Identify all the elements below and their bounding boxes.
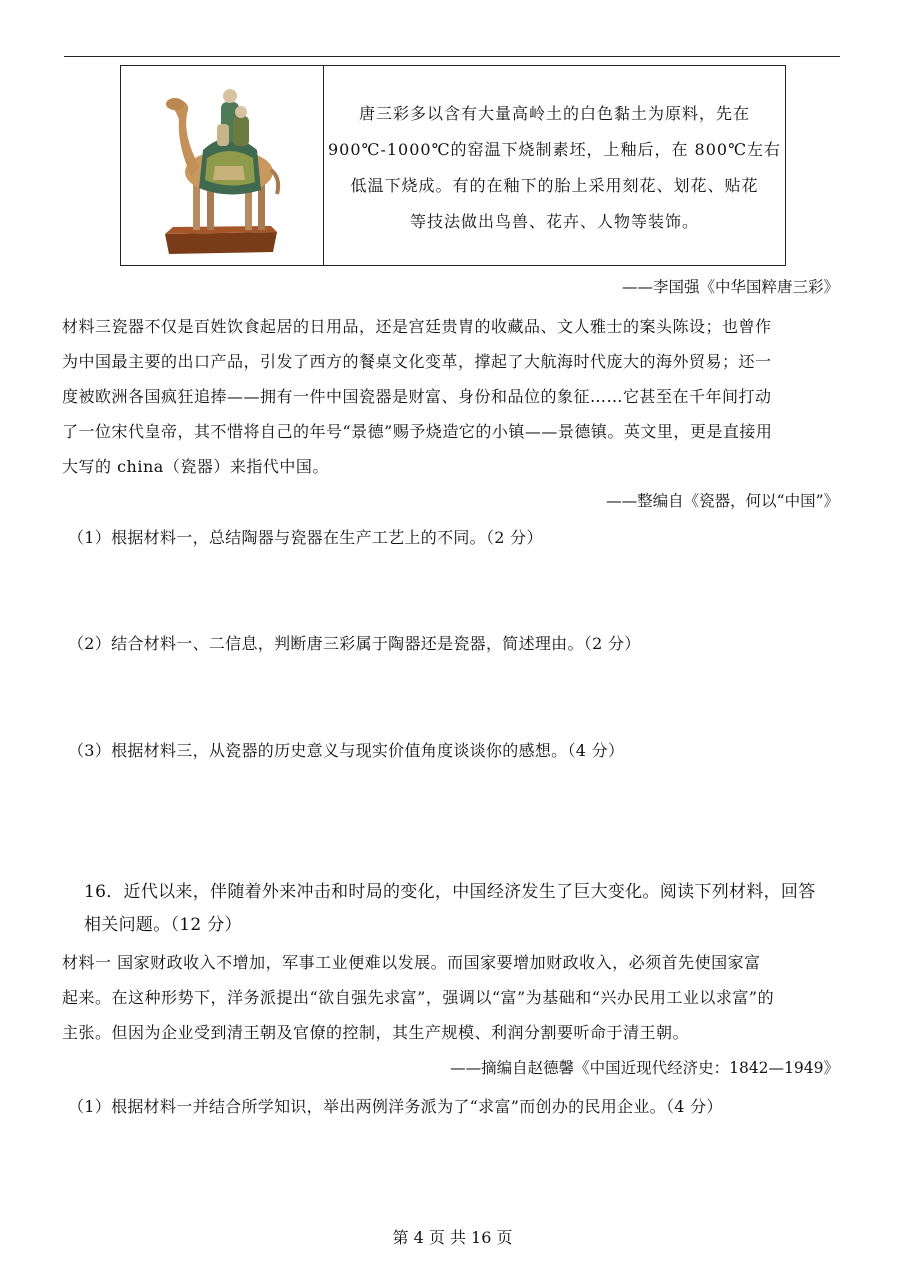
material-1-paragraph <box>62 945 840 1050</box>
stem-line: 16．近代以来，伴随着外来冲击和时局的变化，中国经济发生了巨大变化。阅读下列材料，回答 <box>84 882 816 902</box>
figure-image-cell <box>121 66 324 265</box>
figure-caption <box>328 96 781 240</box>
stem-line: 相关问题。（12 分） <box>84 915 242 935</box>
caption-line: 唐三彩多以含有大量高岭土的白色黏土为原料，先在 <box>358 104 750 123</box>
paragraph-line: 度被欧洲各国疯狂追捧——拥有一件中国瓷器是财富、身份和品位的象征……它甚至在千年间打动 <box>62 387 772 406</box>
question-16-stem <box>84 876 840 942</box>
paragraph-line: 大写的 china（瓷器）来指代中国。 <box>62 457 329 476</box>
source-citation-2: ——整编自《瓷器，何以“中国”》 <box>606 492 839 510</box>
paragraph-line: 主张。但因为企业受到清王朝及官僚的控制，其生产规模、利润分割要听命于清王朝。 <box>62 1023 690 1042</box>
paragraph-line: 了一位宋代皇帝，其不惜将自己的年号“景德”赐予烧造它的小镇——景德镇。英文里，更是直接用 <box>62 422 773 441</box>
page-number-footer: 第 4 页 共 16 页 <box>392 1228 513 1247</box>
source-citation-3: ——摘编自赵德馨《中国近现代经济史：1842—1949》 <box>450 1059 839 1077</box>
paragraph-line: 为中国最主要的出口产品，引发了西方的餐桌文化变革，撑起了大航海时代庞大的海外贸易；还一 <box>62 352 772 371</box>
question-1: （1）根据材料一，总结陶器与瓷器在生产工艺上的不同。（2 分） <box>68 528 543 547</box>
header-rule <box>64 56 840 57</box>
figure-table <box>120 65 786 266</box>
paragraph-line: 起来。在这种形势下，洋务派提出“欲自强先求富”，强调以“富”为基础和“兴办民用工业以求富”的 <box>62 988 775 1007</box>
source-citation-1: ——李国强《中华国粹唐三彩》 <box>621 278 839 296</box>
question-2: （2）结合材料一、二信息，判断唐三彩属于陶器还是瓷器，简述理由。（2 分） <box>68 634 641 653</box>
tang-sancai-camel-figurine-icon <box>121 66 321 264</box>
paragraph-line: 材料一 国家财政收入不增加，军事工业便难以发展。而国家要增加财政收入，必须首先使国家富 <box>62 953 761 972</box>
question-16-1: （1）根据材料一并结合所学知识，举出两例洋务派为了“求富”而创办的民用企业。（4 分） <box>68 1097 723 1116</box>
caption-line: 低温下烧成。有的在釉下的胎上采用刻花、划花、贴花 <box>350 176 759 195</box>
figure-caption-cell <box>324 66 785 265</box>
caption-line: 等技法做出鸟兽、花卉、人物等装饰。 <box>409 212 699 231</box>
caption-line: 900℃-1000℃的窑温下烧制素坯，上釉后，在 800℃左右 <box>328 140 781 159</box>
paragraph-line: 材料三瓷器不仅是百姓饮食起居的日用品，还是宫廷贵胄的收藏品、文人雅士的案头陈设；也曾作 <box>62 317 772 336</box>
material-3-paragraph <box>62 309 840 484</box>
question-3: （3）根据材料三，从瓷器的历史意义与现实价值角度谈谈你的感想。（4 分） <box>68 741 625 760</box>
